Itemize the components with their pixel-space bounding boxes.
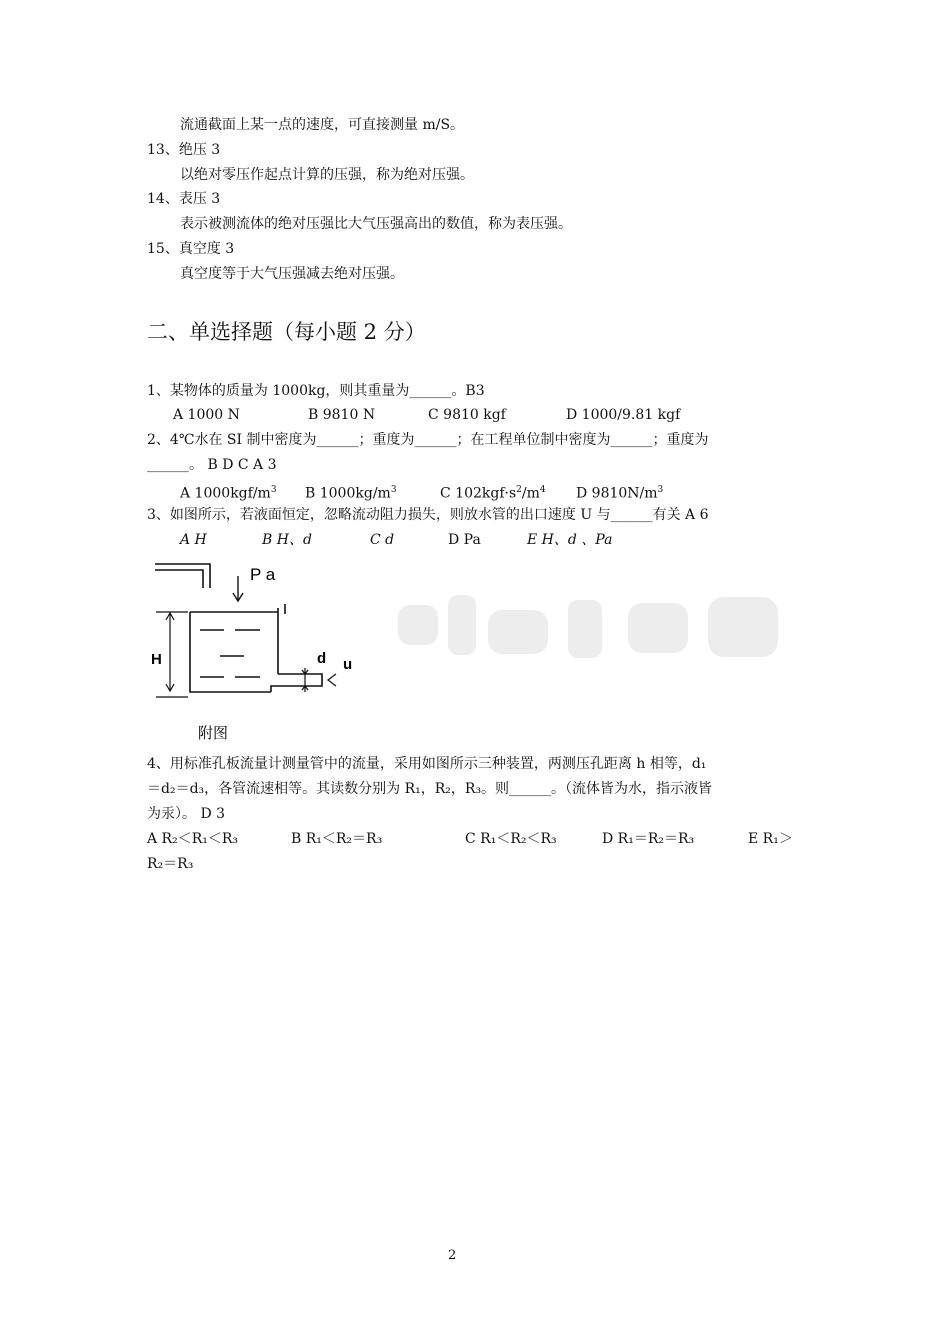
text-line: 流通截面上某一点的速度，可直接测量 m/S。 [180, 117, 465, 133]
q2-option-c [440, 480, 546, 504]
faded-figure [378, 585, 798, 675]
question-2-line-2: ______。 B D C A 3 [147, 457, 277, 473]
q4-option-d: D R₁＝R₂＝R₃ [602, 831, 695, 847]
q1-option-d: D 1000/9.81 kgf [566, 407, 681, 423]
q3-option-a: A H [180, 532, 207, 548]
q2-option-a [180, 480, 277, 504]
tank-walls [190, 604, 322, 692]
pressure-label: P a [250, 565, 276, 584]
question-4-line-3: 为汞）。 D 3 [147, 806, 226, 822]
text-line: 真空度等于大气压强减去绝对压强。 [180, 266, 404, 282]
q2-option-d [576, 480, 663, 504]
inlet-pipe [155, 564, 210, 588]
q4-option-a: A R₂＜R₁＜R₃ [147, 831, 239, 847]
text-line: 以绝对零压作起点计算的压强，称为绝对压强。 [180, 167, 474, 183]
q2-option-a-sup: 3 [270, 485, 277, 495]
q2-option-a-text: A 1000kgf/m [180, 485, 271, 502]
water-level-marks [200, 630, 260, 677]
q3-option-b: B H、d [262, 532, 312, 548]
velocity-label: u [343, 656, 353, 673]
q4-option-c: C R₁＜R₂＜R₃ [465, 831, 557, 847]
question-1-text: 1、某物体的质量为 1000kg，则其重量为______。B3 [147, 383, 485, 399]
item-heading-14: 14、表压 3 [147, 191, 221, 207]
q2-option-d-sup: 3 [657, 485, 664, 495]
q3-option-e: E H、d 、Pa [527, 532, 613, 548]
question-2-line-1: 2、4℃水在 SI 制中密度为______；重度为______；在工程单位制中密度为______；重度为 [147, 432, 709, 448]
q4-option-e: E R₁＞ [748, 831, 793, 847]
q4-option-b: B R₁＜R₂＝R₃ [291, 831, 383, 847]
q1-option-c: C 9810 kgf [428, 407, 506, 423]
height-label: H [151, 651, 162, 668]
q4-option-e-tail: R₂＝R₃ [147, 856, 194, 872]
figure-caption: 附图 [198, 725, 229, 742]
item-heading-13: 13、绝压 3 [147, 142, 221, 158]
diameter-label: d [317, 650, 327, 667]
question-4-line-2: ＝d₂＝d₃，各管流速相等。其读数分别为 R₁，R₂，R₃。则______。（流体皆为水，指示液皆 [147, 781, 713, 797]
q2-option-d-text: D 9810N/m [576, 485, 658, 502]
pressure-arrow [233, 576, 243, 601]
q2-option-b-text: B 1000kg/m [305, 485, 391, 502]
q2-option-b-sup: 3 [390, 485, 397, 495]
velocity-arrow [328, 674, 336, 686]
page-number: 2 [448, 1248, 457, 1263]
question-4-line-1: 4、用标准孔板流量计测量管中的流量，采用如图所示三种装置，两测压孔距离 h 相等，d₁ [147, 756, 707, 772]
q2-option-b [305, 480, 397, 504]
section-heading: 二、单选择题（每小题 2 分） [147, 320, 426, 344]
q3-option-d: D Pa [448, 532, 481, 548]
q2-option-c-text-2: /m [521, 485, 540, 502]
q1-option-b: B 9810 N [308, 407, 376, 423]
item-heading-15: 15、真空度 3 [147, 241, 235, 257]
q2-option-c-sup: 2 [516, 485, 522, 495]
diameter-marker [302, 668, 308, 692]
q1-option-a: A 1000 N [173, 407, 240, 423]
text-line: 表示被测流体的绝对压强比大气压强高出的数值，称为表压强。 [180, 216, 572, 232]
q2-option-c-sup-2: 4 [539, 485, 546, 495]
tank-figure [140, 556, 360, 746]
q2-option-c-text: C 102kgf·s [440, 485, 517, 502]
question-3-text: 3、如图所示，若液面恒定，忽略流动阻力损失，则放水管的出口速度 U 与______有关 A 6 [147, 507, 709, 523]
q3-option-c: C d [370, 532, 395, 548]
